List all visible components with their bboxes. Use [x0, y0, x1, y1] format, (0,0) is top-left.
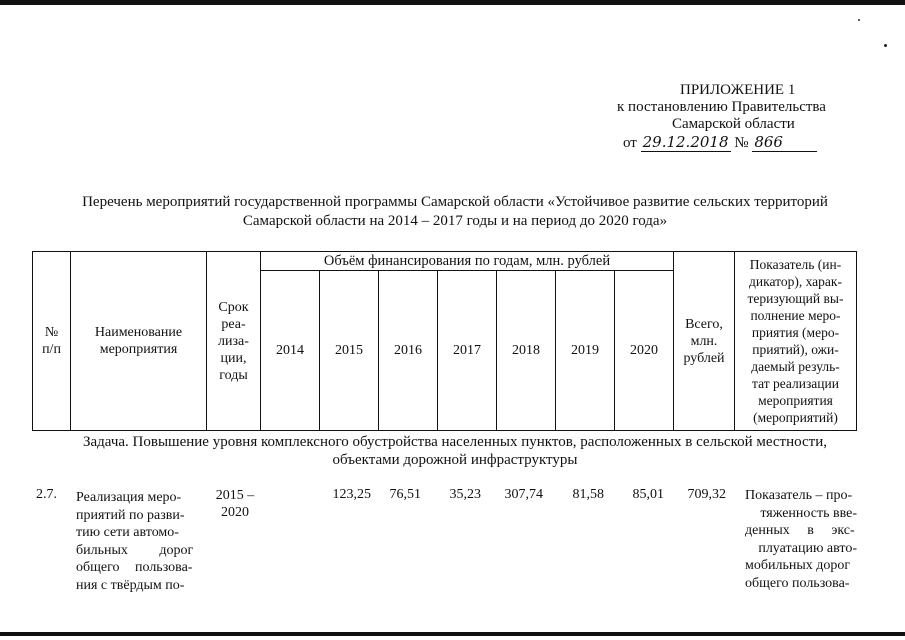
- header-indicator-line: приятия (меро-: [751, 325, 840, 340]
- row-indicator-line: плуатацию авто-: [758, 540, 857, 556]
- header-name-line: мероприятия: [99, 342, 178, 357]
- header-year: 2018: [497, 271, 556, 431]
- appendix-line-2: Самарской области: [672, 116, 795, 132]
- handwritten-number: 866: [752, 133, 817, 152]
- value-2017: 35,23: [449, 487, 481, 502]
- header-year: 2017: [438, 271, 497, 431]
- header-year: 2016: [379, 271, 438, 431]
- value-2020: 85,01: [632, 487, 664, 502]
- row-indicator-line: общего пользова-: [745, 575, 850, 591]
- row-period: [212, 487, 258, 521]
- number-prefix: №: [734, 135, 749, 151]
- header-total-line: рублей: [683, 350, 725, 366]
- header-year: 2020: [615, 271, 674, 431]
- row-name-line: бильных дорог: [76, 542, 194, 558]
- header-year: 2019: [556, 271, 615, 431]
- header-indicator-line: дикатор), харак-: [749, 274, 842, 289]
- header-indicator-line: (мероприятий): [753, 410, 838, 425]
- header-name: [71, 252, 207, 431]
- document-title-line-1: Перечень мероприятий государственной программы Самарской области «Устойчивое развитие сельских территорий: [82, 194, 828, 210]
- row-indicator-line: Показатель – про-: [745, 488, 853, 503]
- header-num: [33, 252, 71, 431]
- header-financing-group: Объём финансирования по годам, млн. рублей: [261, 252, 674, 271]
- header-indicator-line: тат реализации: [752, 376, 839, 391]
- value-2019: 81,58: [572, 487, 604, 502]
- row-number: 2.7.: [36, 487, 57, 502]
- measures-table-header: [32, 251, 857, 431]
- header-year: 2014: [261, 271, 320, 431]
- header-total: [674, 252, 735, 431]
- row-period-line: 2020: [221, 505, 249, 520]
- row-period-line: 2015 –: [215, 488, 255, 503]
- header-indicator-line: приятий), ожи-: [752, 342, 839, 357]
- header-period-line: годы: [219, 367, 248, 383]
- header-total-line: Всего,: [685, 316, 723, 332]
- row-measure-name: [76, 489, 202, 594]
- value-2018: 307,74: [504, 487, 543, 502]
- header-indicator-line: Показатель (ин-: [749, 257, 842, 272]
- row-indicator-line: денных в экс-: [745, 523, 855, 538]
- header-total-line: млн.: [690, 333, 718, 349]
- task-heading: [40, 433, 870, 469]
- value-total: 709,32: [687, 487, 726, 502]
- task-heading-line-2: объектами дорожной инфраструктуры: [332, 452, 578, 468]
- header-year: 2015: [320, 271, 379, 431]
- value-2016: 76,51: [389, 487, 421, 502]
- row-name-line: ния с твёрдым по-: [76, 577, 185, 593]
- row-name-line: приятий по разви-: [76, 507, 185, 523]
- appendix-line-1: к постановлению Правительства: [617, 99, 826, 115]
- document-title: [40, 193, 870, 231]
- row-indicator-line: тяженность вве-: [760, 505, 857, 521]
- header-period-line: Срок: [218, 299, 249, 315]
- header-period-line: лиза-: [218, 333, 249, 349]
- row-indicator-line: мобильных дорог: [745, 558, 851, 573]
- scan-speck: [858, 19, 860, 21]
- top-border: [0, 0, 905, 5]
- value-2015: 123,25: [332, 487, 371, 502]
- document-title-line-2: Самарской области на 2014 – 2017 годы и на период до 2020 года»: [242, 213, 668, 229]
- header-indicator-line: теризующий вы-: [747, 291, 844, 306]
- header-indicator-line: даемый резуль-: [751, 359, 840, 374]
- header-num-line: №: [44, 325, 59, 340]
- row-name-line: Реализация меро-: [76, 490, 182, 505]
- header-indicator-line: мероприятия: [758, 393, 833, 408]
- header-num-line: п/п: [42, 342, 61, 357]
- header-name-line: Наименование: [94, 325, 183, 340]
- bottom-border: [0, 632, 905, 636]
- header-indicator: [735, 252, 857, 431]
- header-period-line: ции,: [220, 350, 247, 366]
- appendix-date-line: [623, 133, 817, 152]
- row-name-line: тию сети автомо-: [76, 525, 179, 540]
- header-period: [207, 252, 261, 431]
- task-heading-line-1: Задача. Повышение уровня комплексного обустройства населенных пунктов, расположенных в сельской местности,: [82, 434, 827, 450]
- row-indicator: [745, 487, 857, 592]
- handwritten-date: 29.12.2018: [642, 133, 729, 151]
- header-period-line: реа-: [221, 316, 246, 332]
- date-prefix: от: [623, 135, 637, 151]
- row-name-line: общего пользова-: [76, 560, 193, 575]
- scan-speck: [884, 44, 887, 47]
- appendix-title: ПРИЛОЖЕНИЕ 1: [680, 82, 796, 98]
- header-indicator-line: полнение меро-: [750, 308, 841, 323]
